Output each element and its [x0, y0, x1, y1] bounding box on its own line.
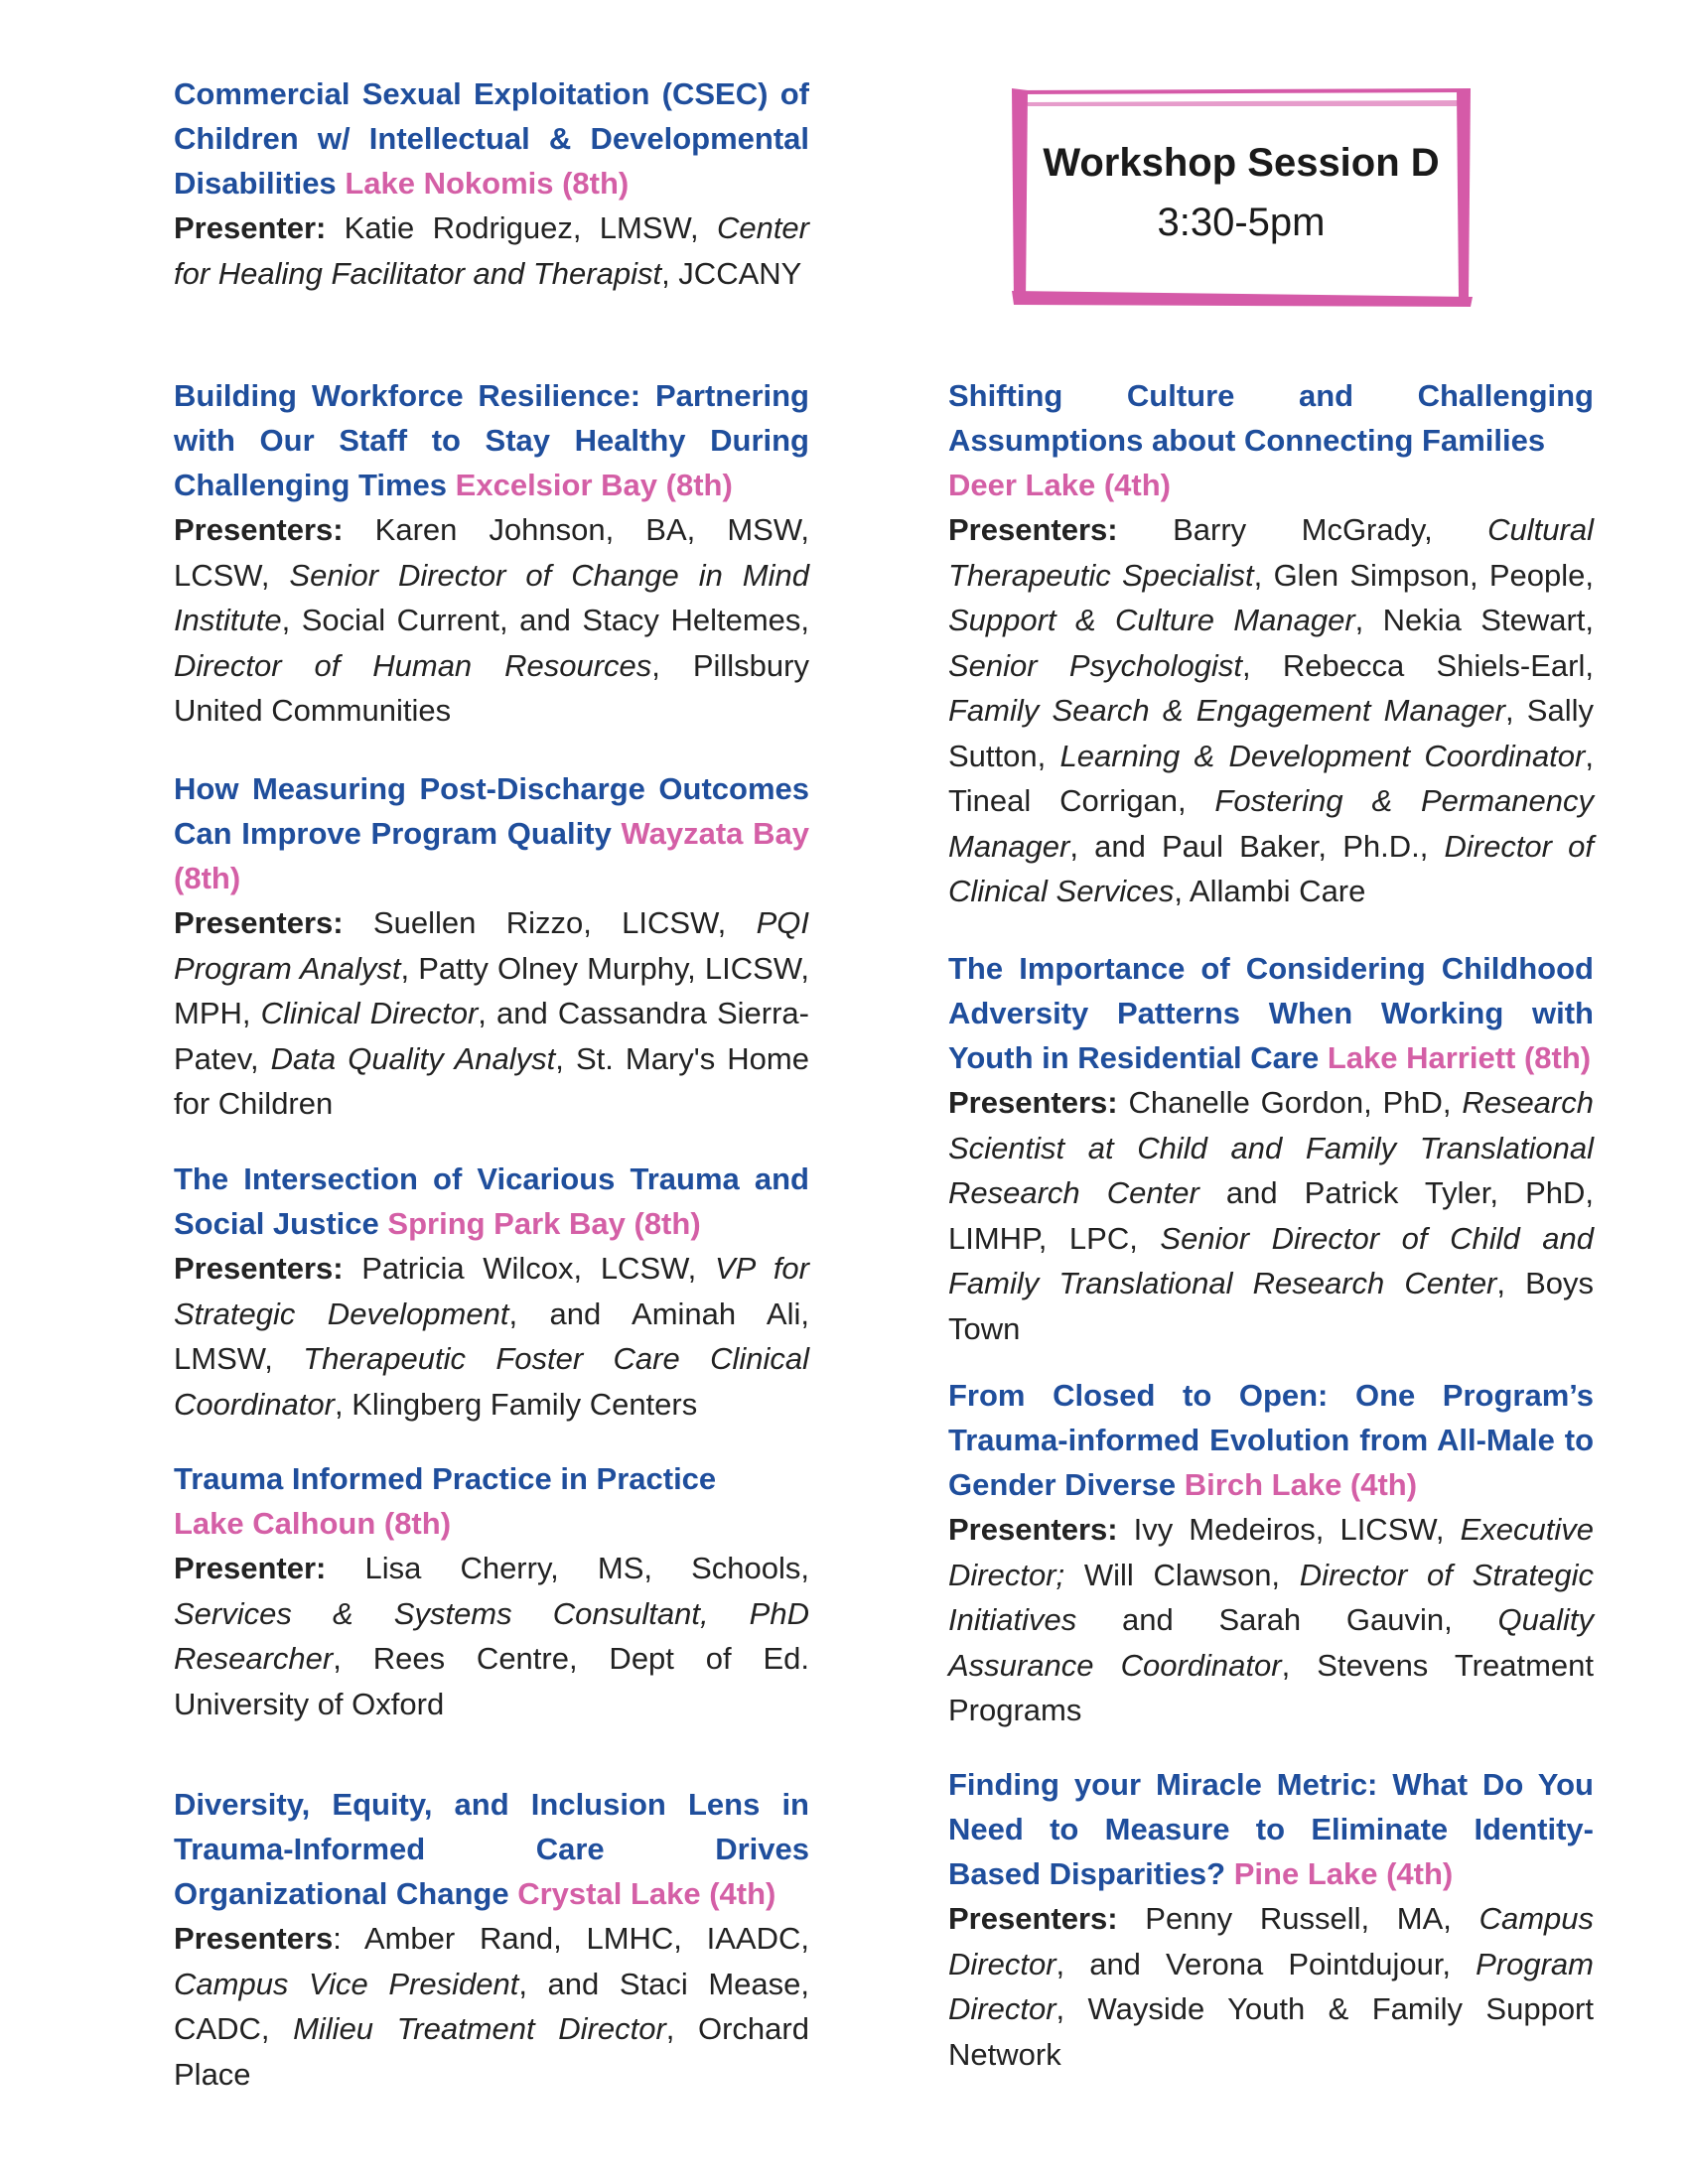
presenters: Presenters: Patricia Wilcox, LCSW, VP for Strategic Development, and Aminah Ali, LMSW, Therapeutic Foster Care Clinical Coordinator, Klingberg Family Centers: [174, 1251, 809, 1422]
workshop-location: Pine Lake (4th): [1233, 1856, 1454, 1891]
workshop-location: Wayzata Bay (8th): [174, 816, 809, 895]
workshop-entry: [174, 766, 809, 1127]
workshop-location: Lake Nokomis (8th): [345, 166, 630, 201]
workshop-title: The Intersection of Vicarious Trauma and Social Justice Spring Park Bay (8th): [174, 1161, 809, 1241]
session-title: Workshop Session D: [1043, 141, 1440, 185]
workshop-title: From Closed to Open: One Program’s Trauma-informed Evolution from All-Male to Gender Diverse Birch Lake (4th): [948, 1378, 1594, 1502]
presenters: Presenters: Chanelle Gordon, PhD, Research Scientist at Child and Family Translational Research Center and Patrick Tyler, PhD, LIMHP, LPC, Senior Director of Child and Family Translational Research Center, Boys Town: [948, 1085, 1594, 1346]
presenters: Presenter: Katie Rodriguez, LMSW, Center for Healing Facilitator and Therapist, JCCANY: [174, 210, 809, 291]
workshop-location: Deer Lake (4th): [948, 468, 1171, 502]
presenters: Presenters: Suellen Rizzo, LICSW, PQI Program Analyst, Patty Olney Murphy, LICSW, MPH, Clinical Director, and Cassandra Sierra-Patev, Data Quality Analyst, St. Mary's Home for Children: [174, 905, 809, 1121]
workshop-entry: [174, 71, 809, 296]
presenters: Presenters: Penny Russell, MA, Campus Director, and Verona Pointdujour, Program Director, Wayside Youth & Family Support Network: [948, 1901, 1594, 2072]
workshop-title: Diversity, Equity, and Inclusion Lens in Trauma-Informed Care Drives Organizational Change Crystal Lake (4th): [174, 1787, 809, 1911]
presenters: Presenters: Amber Rand, LMHC, IAADC, Campus Vice President, and Staci Mease, CADC, Milieu Treatment Director, Orchard Place: [174, 1921, 810, 2092]
presenters: Presenter: Lisa Cherry, MS, Schools, Services & Systems Consultant, PhD Researcher, Rees Centre, Dept of Ed. University of Oxford: [174, 1551, 809, 1721]
workshop-entry: [948, 1762, 1594, 2077]
workshop-title: Building Workforce Resilience: Partnering with Our Staff to Stay Healthy During Challenging Times Excelsior Bay (8th): [174, 378, 809, 502]
session-box: [1008, 84, 1475, 308]
workshop-entry: [174, 1157, 809, 1427]
workshop-title: Shifting Culture and Challenging Assumptions about Connecting Families Deer Lake (4th): [948, 378, 1594, 502]
workshop-title: Trauma Informed Practice in Practice Lake Calhoun (8th): [174, 1461, 717, 1541]
workshop-title: The Importance of Considering Childhood Adversity Patterns When Working with Youth in Residential Care Lake Harriett (8th): [948, 951, 1594, 1075]
presenters: Presenters: Karen Johnson, BA, MSW, LCSW, Senior Director of Change in Mind Institute, Social Current, and Stacy Heltemes, Director of Human Resources, Pillsbury United Communities: [174, 512, 809, 728]
presenters: Presenters: Ivy Medeiros, LICSW, Executive Director; Will Clawson, Director of Strategic Initiatives and Sarah Gauvin, Quality Assurance Coordinator, Stevens Treatment Programs: [948, 1512, 1594, 1727]
workshop-entry: [948, 1373, 1594, 1733]
workshop-title: Finding your Miracle Metric: What Do You Need to Measure to Eliminate Identity-Based Disparities? Pine Lake (4th): [948, 1767, 1594, 1891]
workshop-entry: [948, 946, 1594, 1351]
presenters: Presenters: Barry McGrady, Cultural Therapeutic Specialist, Glen Simpson, People, Support & Culture Manager, Nekia Stewart, Senior Psychologist, Rebecca Shiels-Earl, Family Search & Engagement Manager, Sally Sutton, Learning & Development Coordinator, Tineal Corrigan, Fostering & Permanency Manager, and Paul Baker, Ph.D., Director of Clinical Services, Allambi Care: [948, 512, 1594, 908]
workshop-entry: [174, 1782, 809, 2097]
workshop-location: Lake Calhoun (8th): [174, 1506, 452, 1541]
workshop-location: Crystal Lake (4th): [517, 1876, 776, 1911]
workshop-location: Excelsior Bay (8th): [455, 468, 733, 502]
workshop-location: Lake Harriett (8th): [1327, 1040, 1592, 1075]
workshop-location: Birch Lake (4th): [1184, 1467, 1418, 1502]
workshop-entry: [174, 1456, 809, 1726]
session-time: 3:30-5pm: [1157, 201, 1326, 244]
workshop-entry: [174, 373, 809, 734]
workshop-title: How Measuring Post-Discharge Outcomes Can Improve Program Quality Wayzata Bay (8th): [174, 771, 809, 895]
workshop-location: Spring Park Bay (8th): [387, 1206, 701, 1241]
session-frame: [1008, 84, 1475, 308]
workshop-title: Commercial Sexual Exploitation (CSEC) of Children w/ Intellectual & Developmental Disabilities Lake Nokomis (8th): [174, 76, 809, 201]
workshop-entry: [948, 373, 1594, 914]
